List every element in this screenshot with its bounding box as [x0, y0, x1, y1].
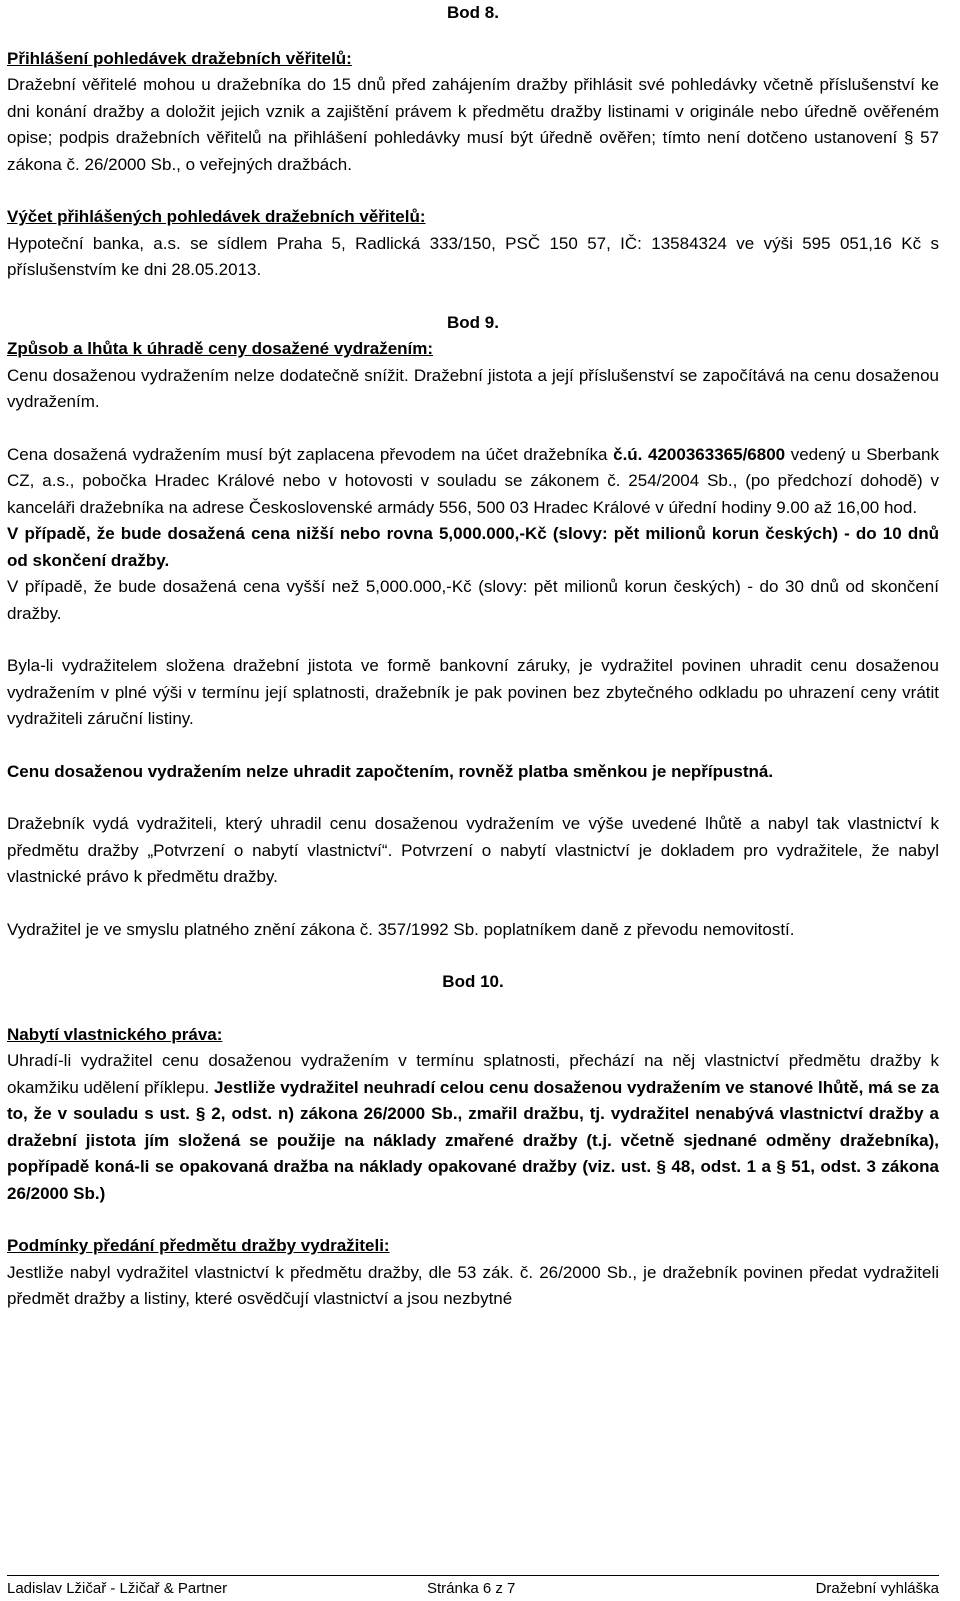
paragraph-bank-guarantee: Byla-li vydražitelem složena dražební jistota ve formě bankovní záruky, je vydražitel povinen uhradit cenu dosaženou vydražením v plné výši v termínu její splatnosti, dražebník je pak povinen bez zbytečného odkladu po uhrazení ceny vrátit vydražiteli záruční listiny. [7, 656, 939, 728]
document-page [7, 0, 939, 1313]
no-offset-text: Cenu dosaženou vydražením nelze uhradit započtením, rovněž platba směnkou je nepřípustná. [7, 761, 774, 781]
paragraph-claims-list: Hypoteční banka, a.s. se sídlem Praha 5, Radlická 333/150, PSČ 150 57, IČ: 13584324 ve výši 595 051,16 Kč s příslušenstvím ke dni 28.05.2013. [7, 233, 939, 279]
page-footer [7, 1575, 939, 1600]
paragraph-handover-conditions: Jestliže nabyl vydražitel vlastnictví k předmětu dražby, dle 53 zák. č. 26/2000 Sb., je dražebník povinen předat vydražiteli předmět dražby a listiny, které osvědčují vlastnictví a jsou nezbytné [7, 1262, 939, 1308]
frustrated-auction-text: Jestliže vydražitel neuhradí celou cenu dosaženou vydražením ve stanové lhůtě, má se za to, že v souladu s ust. § 2, odst. n) zákona 26/2000 Sb., zmařil dražbu, tj. vydražitel nenabývá vlastnictví dražby a dražební jistota jím složená se použije na náklady zmařené dražby (t.j. včetně sjednané odměny dražebníka), popřípadě koná-li se opakovaná dražba na náklady opakované dražby (viz. ust. § 48, odst. 1 a § 51, odst. 3 zákona 26/2000 Sb.) [7, 1077, 939, 1203]
paragraph-payment-account [7, 442, 939, 522]
section-title-bod-10: Bod 10. [442, 972, 504, 991]
heading-handover-conditions: Podmínky předání předmětu dražby vydražiteli: [7, 1236, 390, 1255]
paragraph-transfer-tax: Vydražitel je ve smyslu platného znění zákona č. 357/1992 Sb. poplatníkem daně z převodu nemovitostí. [7, 919, 795, 939]
heading-claims-list: Výčet přihlášených pohledávek dražebních věřitelů: [7, 207, 426, 226]
footer-author: Ladislav Lžičař - Lžičař & Partner [7, 1580, 228, 1597]
footer-page-number: Stránka 6 z 7 [427, 1580, 516, 1597]
heading-ownership-acquisition: Nabytí vlastnického práva: [7, 1024, 223, 1044]
footer-document-title: Dražební vyhláška [815, 1580, 939, 1597]
paragraph-deadline-lower [7, 521, 939, 574]
deadline-lower-text: V případě, že bude dosažená cena nižší nebo rovna 5,000.000,-Kč (slovy: pět milionů korun českých) - do 10 dnů od skončení dražby. [7, 524, 939, 570]
payment-text-end: vedený u Sberbank CZ, a.s., pobočka Hradec Králové nebo v hotovosti v souladu se zákonem č. 254/2004 Sb., (po předchozí dohodě) v kanceláři dražebníka na adrese Československé armády 556, 500 03 Hradec Králové v úřední hodiny 9.00 až 16,00 hod. [7, 444, 939, 517]
paragraph-ownership-acquisition [7, 1048, 939, 1207]
section-title-bod-9: Bod 9. [447, 312, 499, 332]
heading-claims-registration: Přihlášení pohledávek dražebních věřitelů: [7, 48, 352, 68]
paragraph-deadline-higher: V případě, že bude dosažená cena vyšší než 5,000.000,-Kč (slovy: pět milionů korun českých) - do 30 dnů od skončení dražby. [7, 577, 939, 623]
payment-text-start: Cena dosažená vydražením musí být zaplacena převodem na účet dražebníka [7, 444, 614, 464]
ownership-text: Uhradí-li vydražitel cenu dosaženou vydražením v termínu splatnosti, přechází na něj vlastnictví předmětu dražby k okamžiku udělení příklepu. [7, 1051, 939, 1097]
paragraph-no-offset [7, 759, 939, 786]
paragraph-claims-registration: Dražební věřitelé mohou u dražebníka do 15 dnů před zahájením dražby přihlásit své pohledávky včetně příslušenství ke dni konání dražby a doložit jejich vznik a zajištění právem k předmětu dražby listinami v originále nebo úředně ověřeném opise; podpis dražebních věřitelů na přihlášení pohledávky musí být úředně ověřen; tímto není dotčeno ustanovení § 57 zákona č. 26/2000 Sb., o veřejných dražbách. [7, 75, 939, 174]
heading-payment-method: Způsob a lhůta k úhradě ceny dosažené vydražením: [7, 339, 434, 358]
paragraph-ownership-certificate: Dražebník vydá vydražiteli, který uhradil cenu dosaženou vydražením ve výše uvedené lhůtě a nabyl tak vlastnictví k předmětu dražby „Potvrzení o nabytí vlastnictví“. Potvrzení o nabytí vlastnictví je dokladem pro vydražitele, že nabyl vlastnické právo k předmětu dražby. [7, 814, 939, 886]
section-title-bod-8: Bod 8. [447, 3, 499, 22]
account-number: č.ú. 4200363365/6800 [613, 444, 786, 464]
paragraph-price-no-reduction: Cenu dosaženou vydražením nelze dodatečně snížit. Dražební jistota a její příslušenství se započítává na cenu dosaženou vydražením. [7, 365, 939, 411]
